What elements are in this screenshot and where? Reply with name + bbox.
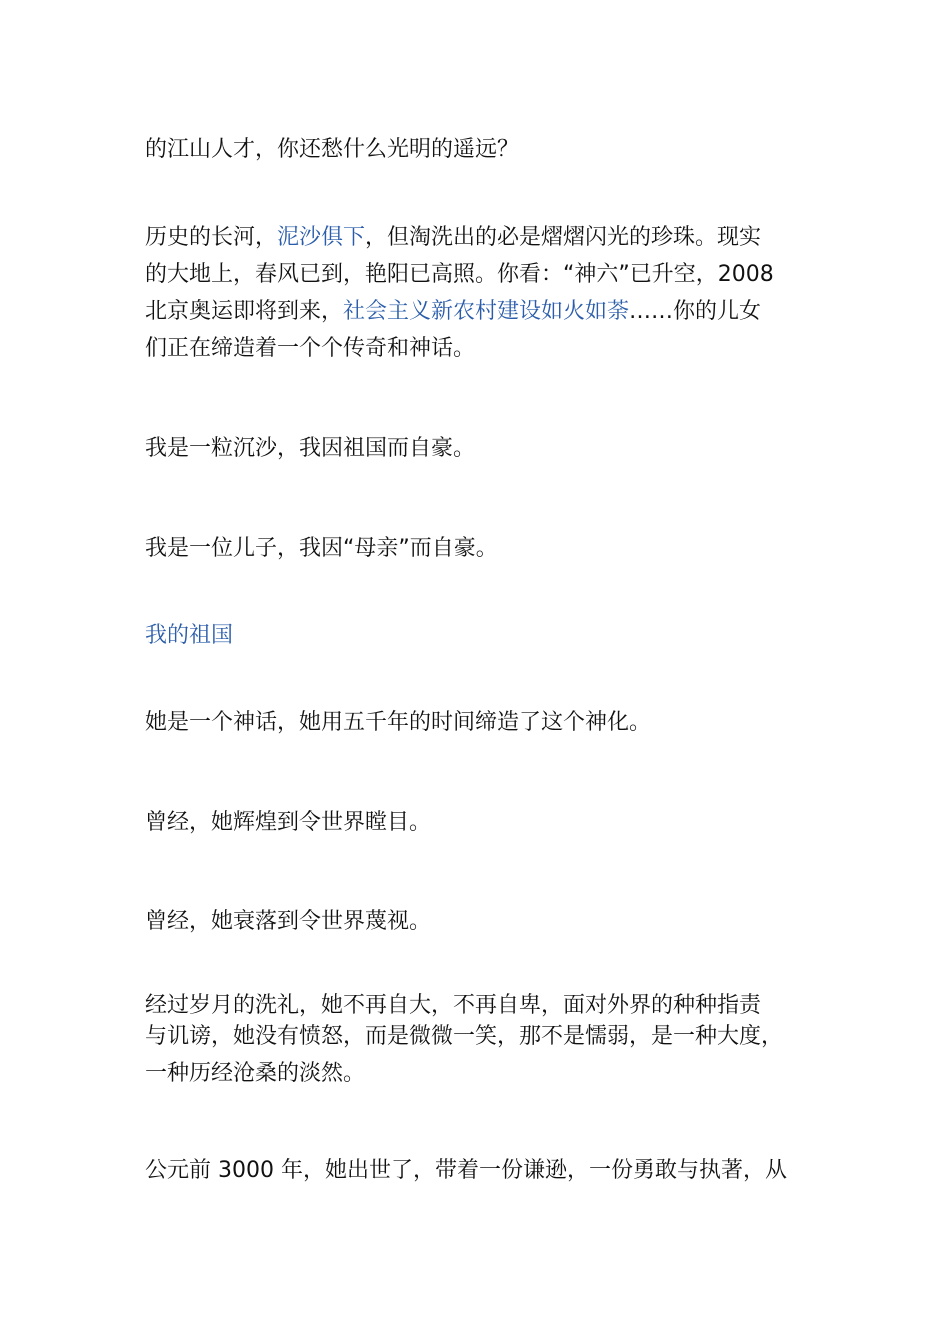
paragraph-line: 们正在缔造着一个个传奇和神话。 [145, 336, 476, 361]
paragraph-line: 的大地上，春风已到，艳阳已高照。你看：“神六”已升空，2008 [145, 262, 774, 287]
paragraph-8 [145, 990, 810, 1089]
heading-link-my-motherland[interactable]: 我的祖国 [145, 623, 234, 648]
paragraph-6 [145, 804, 810, 841]
text-segment: ，但淘洗出的必是熠熠闪光的珍珠。现实 [365, 225, 762, 250]
paragraph-2 [145, 219, 810, 367]
paragraph-3 [145, 430, 810, 467]
paragraph-line: 的江山人才，你还愁什么光明的遥远？ [145, 137, 520, 162]
paragraph-line: 一种历经沧桑的淡然。 [145, 1061, 366, 1086]
paragraph-1 [145, 131, 810, 168]
paragraph-7 [145, 903, 810, 940]
link-nishajuxia[interactable]: 泥沙俱下 [277, 225, 366, 250]
paragraph-line: 经过岁月的洗礼，她不再自大，不再自卑，面对外界的种种指责 [145, 993, 762, 1018]
text-segment: 历史的长河， [145, 225, 278, 250]
paragraph-line: 曾经，她衰落到令世界蔑视。 [145, 909, 432, 934]
paragraph-line: 公元前 3000 年，她出世了，带着一份谦逊，一份勇敢与执著，从 [145, 1158, 787, 1183]
paragraph-line [145, 219, 810, 256]
paragraph-4 [145, 530, 810, 567]
link-new-countryside[interactable]: 社会主义新农村建设如火如荼 [343, 299, 630, 324]
text-segment: 北京奥运即将到来， [145, 299, 344, 324]
paragraph-line: 与讥谤，她没有愤怒，而是微微一笑，那不是懦弱，是一种大度， [145, 1024, 784, 1049]
paragraph-line: 我是一位儿子，我因“母亲”而自豪。 [145, 536, 498, 561]
paragraph-line: 曾经，她辉煌到令世界瞠目。 [145, 810, 432, 835]
paragraph-9 [145, 1152, 810, 1189]
section-heading [145, 617, 810, 654]
paragraph-line: 我是一粒沉沙，我因祖国而自豪。 [145, 436, 476, 461]
paragraph-line: 她是一个神话，她用五千年的时间缔造了这个神化。 [145, 710, 652, 735]
paragraph-line [145, 293, 810, 330]
paragraph-5 [145, 704, 810, 741]
text-segment: ……你的儿女 [629, 299, 762, 324]
